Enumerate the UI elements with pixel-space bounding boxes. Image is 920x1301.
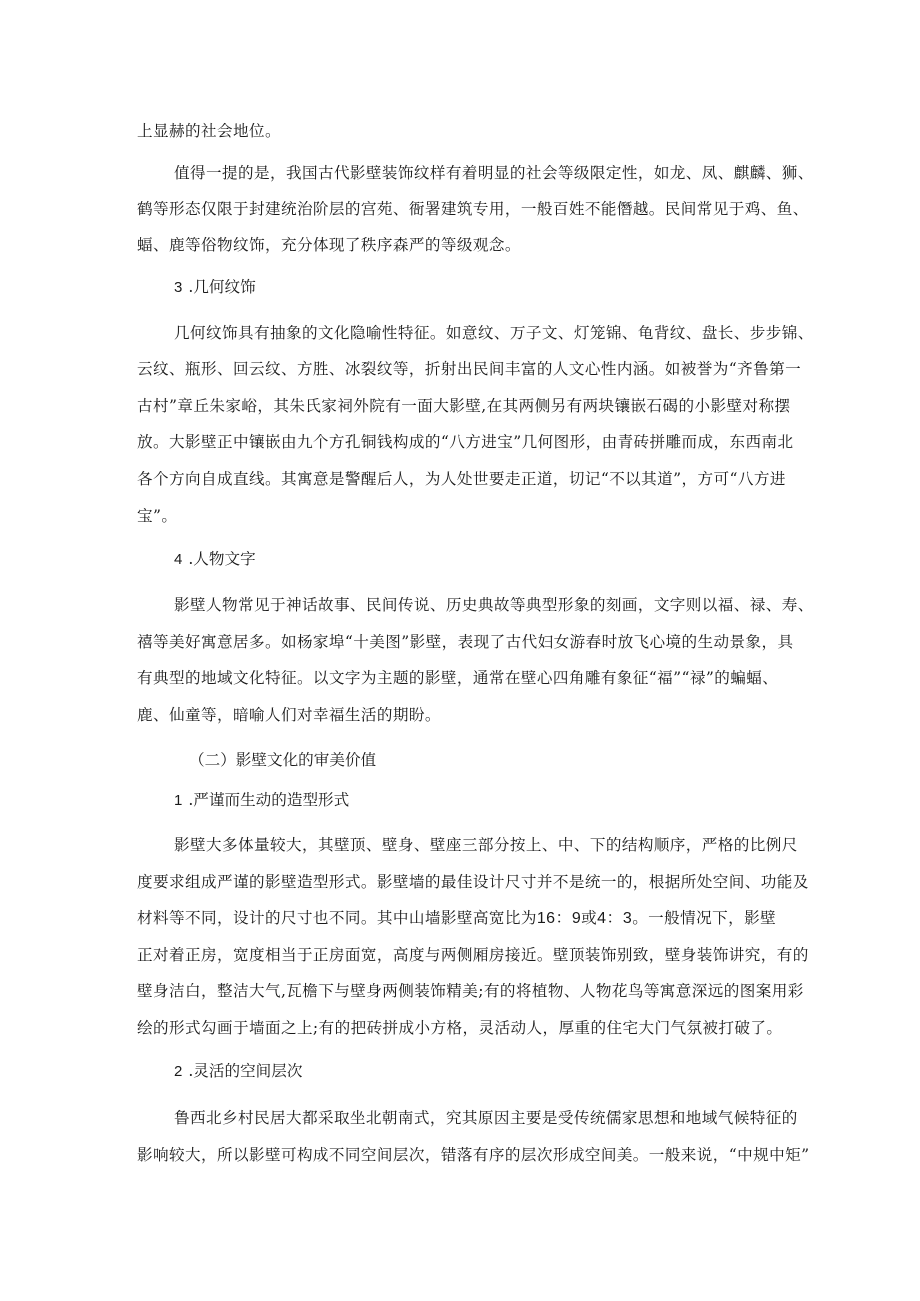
- paragraph-line: 鲁西北乡村民居大都采取坐北朝南式，究其原因主要是受传统儒家思想和地域气候特征的: [174, 1109, 798, 1127]
- heading-number: 3: [174, 279, 183, 296]
- ratio-value: 4：: [597, 910, 623, 927]
- section-heading-geometry: [174, 277, 256, 298]
- paragraph-line: 有典型的地域文化特征。以文字为主题的影壁，通常在壁心四角雕有象征“福”“禄”的蝙蝠、: [137, 669, 779, 687]
- heading-number: 1: [174, 792, 183, 809]
- paragraph-line: 宝”。: [137, 507, 178, 525]
- paragraph-line: 绘的形式勾画于墙面之上;有的把砖拼成小方格，灵活动人，厚重的住宅大门气氛被打破了。: [137, 1019, 783, 1037]
- paragraph-line: 几何纹饰具有抽象的文化隐喻性特征。如意纹、万子文、灯笼锦、龟背纹、盘长、步步锦、: [174, 324, 814, 342]
- section-title: （二）影壁文化的审美价值: [189, 751, 377, 769]
- paragraph-line: 壁身洁白，整洁大气,瓦檐下与壁身两侧装饰精美;有的将植物、人物花鸟等寓意深远的图案用彩: [137, 982, 804, 1000]
- paragraph-line: 上显赫的社会地位。: [137, 122, 281, 140]
- paragraph-line: 影壁人物常见于神话故事、民间传说、历史典故等典型形象的刻画，文字则以福、禄、寿、: [174, 596, 814, 614]
- paragraph-line: 正对着正房，宽度相当于正房面宽，高度与两侧厢房接近。壁顶装饰别致，壁身装饰讲究，有的: [137, 946, 809, 964]
- paragraph-line: 影响较大，所以影壁可构成不同空间层次，错落有序的层次形成空间美。一般来说，“中规中矩”: [137, 1146, 810, 1164]
- heading-title: .严谨而生动的造型形式: [188, 791, 350, 809]
- section-heading-figure: [174, 549, 256, 570]
- paragraph-line: 放。大影壁正中镶嵌由九个方孔铜钱构成的“八方进宝”几何图形，由青砖拼雕而成，东西南北: [137, 433, 794, 451]
- heading-number: 4: [174, 551, 183, 568]
- text-run: 材料等不同，设计的尺寸也不同。其中山墙影壁高宽比为: [137, 909, 537, 927]
- text-run: 或: [581, 909, 598, 927]
- heading-title: .人物文字: [188, 550, 256, 568]
- paragraph-line: 度要求组成严谨的影壁造型形式。影壁墙的最佳设计尺寸并不是统一的，根据所处空间、功能及: [137, 873, 809, 891]
- paragraph-line: 云纹、瓶形、回云纹、方胜、冰裂纹等，折射出民间丰富的人文心性内涵。如被誉为“齐鲁第一: [137, 360, 802, 378]
- ratio-value: 3: [622, 910, 633, 927]
- section-heading-space: [174, 1061, 302, 1082]
- section-heading-form: [174, 790, 349, 811]
- paragraph-line: 鹤等形态仅限于封建统治阶层的宫苑、衙署建筑专用，一般百姓不能僭越。民间常见于鸡、鱼、: [137, 200, 809, 218]
- paragraph-line: 古村”章丘朱家峪，其朱氏家祠外院有一面大影壁,在其两侧另有两块镶嵌石碣的小影壁对称摆: [137, 397, 791, 415]
- heading-number: 2: [174, 1063, 183, 1080]
- paragraph-line: [137, 908, 787, 929]
- paragraph-line: 值得一提的是，我国古代影壁装饰纹样有着明显的社会等级限定性，如龙、凤、麒麟、狮、: [174, 164, 814, 182]
- text-run: 。一般情况下，影壁: [632, 909, 777, 927]
- paragraph-line: 蝠、鹿等俗物纹饰，充分体现了秩序森严的等级观念。: [137, 236, 521, 254]
- paragraph-line: 影壁大多体量较大，其壁顶、壁身、壁座三部分按上、中、下的结构顺序，严格的比例尺: [174, 836, 798, 854]
- paragraph-line: 各个方向自成直线。其寓意是警醒后人，为人处世要走正道，切记“不以其道”，方可“八方进: [137, 470, 786, 488]
- heading-title: .灵活的空间层次: [188, 1062, 303, 1080]
- ratio-value: 9: [571, 910, 582, 927]
- ratio-value: 16：: [536, 910, 572, 927]
- paragraph-line: 禧等美好寓意居多。如杨家埠“十美图”影壁，表现了古代妇女游春时放飞心境的生动景象，具: [137, 633, 794, 651]
- paragraph-line: 鹿、仙童等，暗喻人们对幸福生活的期盼。: [137, 706, 441, 724]
- heading-title: .几何纹饰: [188, 278, 256, 296]
